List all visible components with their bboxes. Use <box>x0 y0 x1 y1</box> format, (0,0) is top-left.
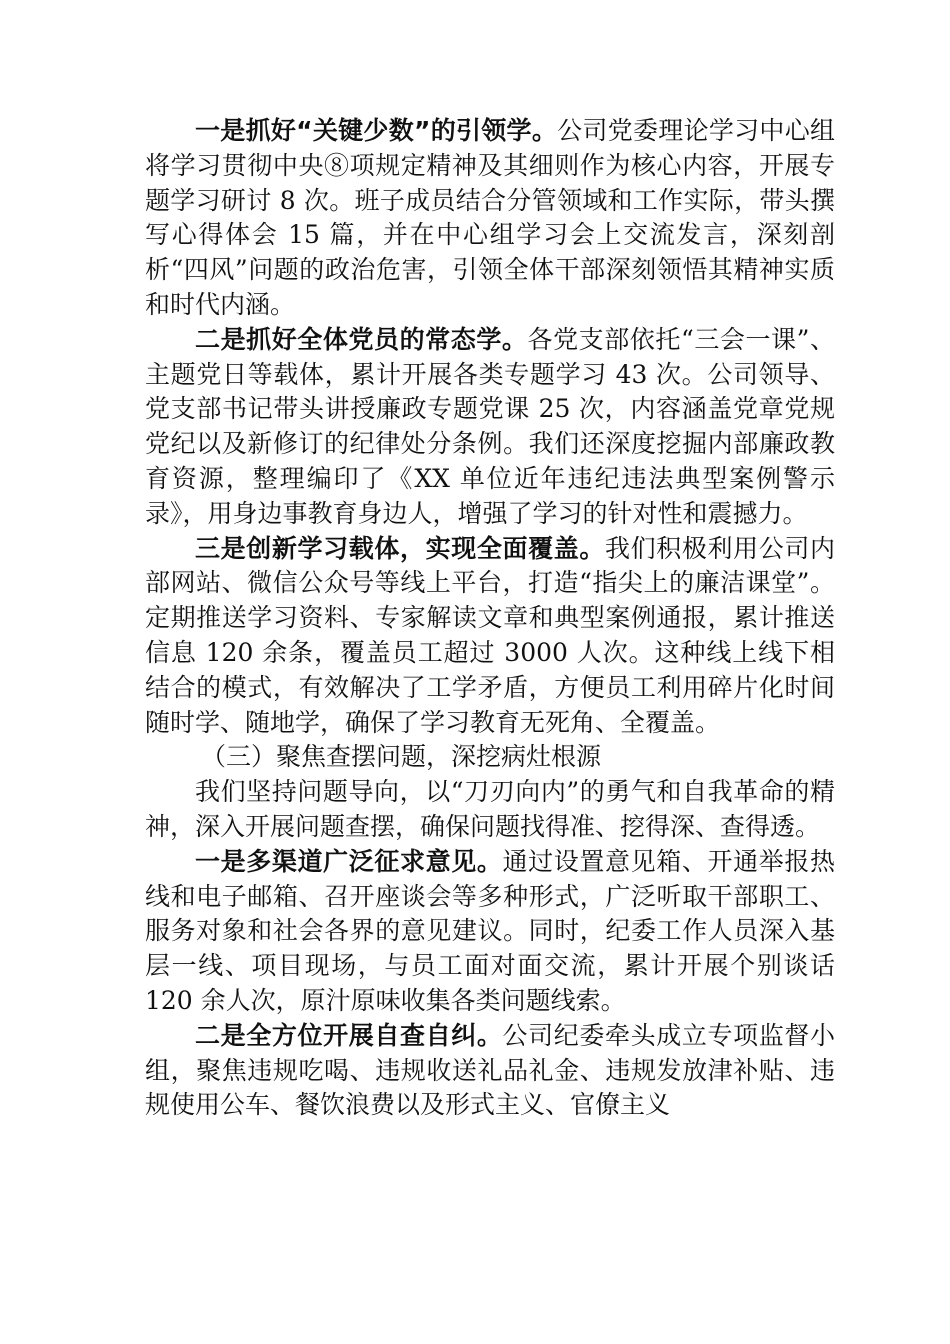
paragraph-body: 通过设置意见箱、开通举报热线和电子邮箱、召开座谈会等多种形式，广泛听取干部职工、服务对象和社会各界的意见建议。同时，纪委工作人员深入基层一线、项目现场，与员工面对面交流，累计开展个别谈话 120 余人次，原汁原味收集各类问题线索。 <box>145 846 835 1015</box>
section-heading: （三）聚焦查摆问题，深挖病灶根源 <box>201 742 602 772</box>
paragraph-lead: 二是抓好全体党员的常态学。 <box>195 324 528 354</box>
paragraph-lead: 一是抓好“关键少数”的引领学。 <box>195 116 558 145</box>
paragraph-lead: 三是创新学习载体，实现全面覆盖。 <box>195 533 605 563</box>
paragraph-all-members <box>145 323 835 532</box>
paragraph-lead: 一是多渠道广泛征求意见。 <box>195 846 503 876</box>
paragraph-key-minority <box>145 114 835 323</box>
document-page <box>145 114 835 1123</box>
paragraph-innovation <box>145 532 835 741</box>
paragraph-body: 公司党委理论学习中心组将学习贯彻中央⑧项规定精神及其细则作为核心内容，开展专题学习研讨 8 次。班子成员结合分管领域和工作实际，带头撰写心得体会 15 篇，并在中心组学习会上交流发言，深刻剖析“四风”问题的政治危害，引领全体干部深刻领悟其精神实质和时代内涵。 <box>145 116 835 319</box>
paragraph-body: 我们积极利用公司内部网站、微信公众号等线上平台，打造“指尖上的廉洁课堂”。定期推送学习资料、专家解读文章和典型案例通报，累计推送信息 120 余条，覆盖员工超过 3000 人次。这种线上线下相结合的模式，有效解决了工学矛盾，方便员工利用碎片化时间随时学、随地学，确保了学习教育无死角、全覆盖。 <box>145 533 835 737</box>
section-intro: 我们坚持问题导向，以“刀刃向内”的勇气和自我革命的精神，深入开展问题查摆，确保问题找得准、挖得深、查得透。 <box>145 777 835 841</box>
paragraph-self-inspection <box>145 1019 835 1123</box>
paragraph-lead: 二是全方位开展自查自纠。 <box>195 1020 503 1050</box>
paragraph-opinions <box>145 845 835 1019</box>
paragraph-body: 公司纪委牵头成立专项监督小组，聚焦违规吃喝、违规收送礼品礼金、违规发放津补贴、违规使用公车、餐饮浪费以及形式主义、官僚主义 <box>145 1020 835 1120</box>
paragraph-body: 各党支部依托“三会一课”、主题党日等载体，累计开展各类专题学习 43 次。公司领导、党支部书记带头讲授廉政专题党课 25 次，内容涵盖党章党规党纪以及新修订的纪律处分条例。我们还深度挖掘内部廉政教育资源，整理编印了《XX 单位近年违纪违法典型案例警示录》，用身边事教育身边人，增强了学习的针对性和震撼力。 <box>145 324 835 528</box>
